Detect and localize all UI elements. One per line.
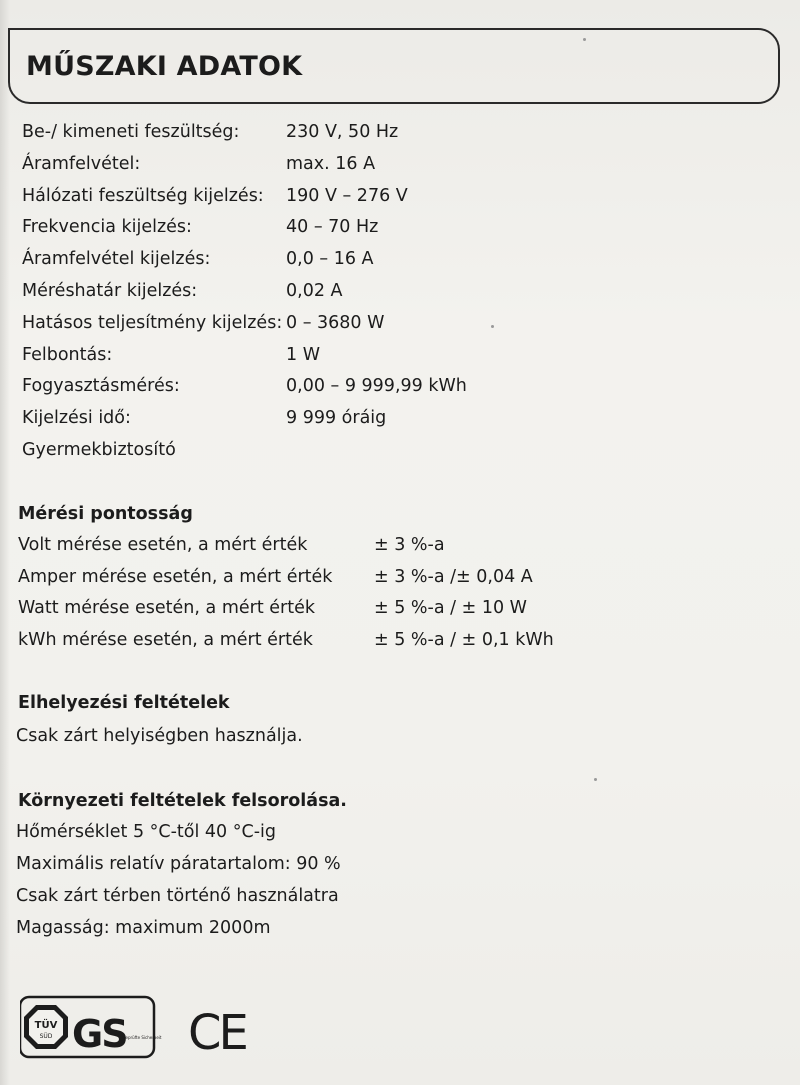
environment-item: Magasság: maximum 2000m — [16, 918, 271, 938]
paper-speck — [594, 778, 597, 781]
environment-list — [16, 816, 341, 944]
spec-label: Be-/ kimeneti feszültség: — [22, 122, 240, 142]
spec-label: Áramfelvétel kijelzés: — [22, 249, 211, 270]
spec-value: 230 V, 50 Hz — [286, 122, 399, 142]
environment-item: Csak zárt térben történő használatra — [16, 886, 339, 906]
spec-value: 0 – 3680 W — [286, 312, 385, 333]
certification-logos — [20, 995, 280, 1059]
paper-speck — [491, 325, 494, 328]
sud-text: SÜD — [39, 1033, 53, 1040]
environment-item: Maximális relatív páratartalom: 90 % — [16, 854, 341, 874]
placement-text: Csak zárt helyiségben használja. — [16, 726, 303, 746]
placement-heading: Elhelyezési feltételek — [18, 693, 230, 713]
tuv-text: TÜV — [34, 1020, 58, 1031]
spec-value: max. 16 A — [286, 153, 376, 174]
spec-label: Frekvencia kijelzés: — [22, 217, 192, 238]
environment-item: Hőmérséklet 5 °C-től 40 °C-ig — [16, 822, 277, 842]
accuracy-heading: Mérési pontosság — [18, 504, 193, 524]
spec-value: 9 999 óráig — [286, 408, 387, 429]
accuracy-label: Amper mérése esetén, a mért érték — [18, 566, 333, 587]
accuracy-label: Watt mérése esetén, a mért érték — [18, 598, 315, 619]
spec-label: Felbontás: — [22, 344, 113, 365]
spec-value: 0,02 A — [286, 280, 343, 301]
spec-label: Hálózati feszültség kijelzés: — [22, 185, 264, 206]
accuracy-value: ± 3 %-a /± 0,04 A — [374, 566, 533, 587]
spec-value: 0,00 – 9 999,99 kWh — [286, 376, 467, 397]
spec-label: Fogyasztásmérés: — [22, 376, 180, 397]
spec-value: 0,0 – 16 A — [286, 249, 374, 270]
accuracy-value: ± 5 %-a / ± 0,1 kWh — [374, 629, 554, 650]
accuracy-label: Volt mérése esetén, a mért érték — [18, 535, 308, 555]
paper-speck — [583, 38, 586, 41]
accuracy-value: ± 3 %-a — [374, 535, 445, 555]
ce-mark: CE — [188, 1005, 246, 1059]
accuracy-value: ± 5 %-a / ± 10 W — [374, 598, 527, 619]
accuracy-label: kWh mérése esetén, a mért érték — [18, 629, 313, 650]
spec-label: Gyermekbiztosító — [22, 439, 176, 460]
gs-small-text: geprüfte Sicherheit — [123, 1035, 162, 1040]
spec-value: 1 W — [286, 344, 321, 365]
page-title: MŰSZAKI ADATOK — [26, 51, 303, 82]
tuv-gs-mark — [20, 997, 162, 1057]
page-edge-shadow — [0, 0, 10, 1085]
spec-label: Hatásos teljesítmény kijelzés: — [22, 312, 283, 333]
spec-value: 40 – 70 Hz — [286, 217, 379, 238]
spec-label: Áramfelvétel: — [22, 153, 141, 174]
gs-text: GS — [72, 1012, 127, 1056]
spec-label: Kijelzési idő: — [22, 408, 131, 429]
tuv-sud-octagon-icon — [24, 1005, 68, 1049]
spec-value: 190 V – 276 V — [286, 185, 408, 206]
environment-heading: Környezeti feltételek felsorolása. — [18, 791, 347, 811]
spec-label: Méréshatár kijelzés: — [22, 280, 198, 301]
